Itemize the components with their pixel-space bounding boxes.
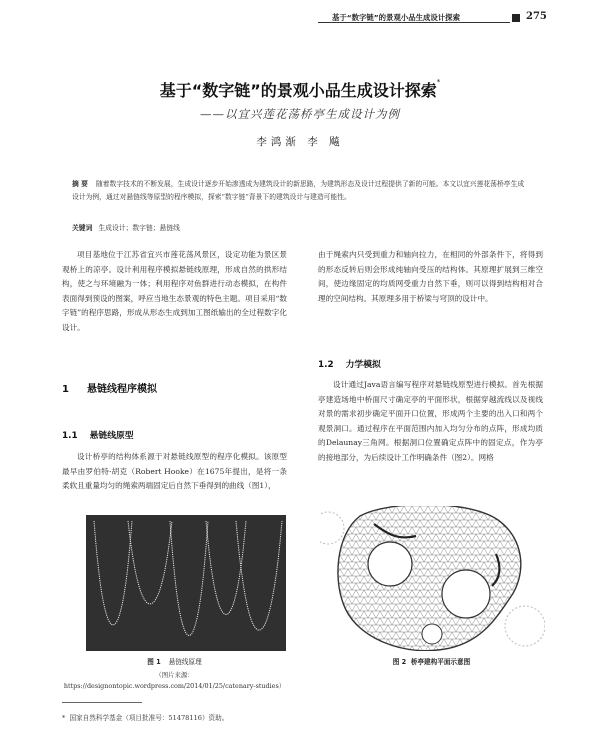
section-1-2-title: 力学模拟 xyxy=(345,360,381,370)
plan-side-circle-right xyxy=(505,606,545,646)
keywords-text: 生成设计；数字链；悬链线 xyxy=(98,224,180,232)
section-1-1-title: 悬链线原型 xyxy=(89,431,134,441)
section-1-1-paragraph: 设计桥亭的结构体系源于对悬链线原型的程序化模拟。该原型最早由罗伯特·胡克（Robert Hooke）在1675年提出，是将一条柔软且重量均匀的绳索两端固定后自然下垂得到的曲线（图1）， xyxy=(62,452,287,491)
section-1-1-heading xyxy=(62,428,134,441)
plan-opening-left xyxy=(368,542,412,586)
right-column-top xyxy=(318,248,543,306)
figure-1-catenary-image xyxy=(86,515,286,651)
figure-1-caption-text: 悬链线原理 xyxy=(168,658,202,666)
title-footnote-mark: * xyxy=(436,78,441,86)
abstract-text: 随着数字技术的不断发展，生成设计逐步开始渗透成为建筑设计的新思路，为建筑形态及设计过程提供了新的可能。本文以宜兴莲花荡桥亭生成设计为例，通过对悬链线等原型的程序模拟，探索“数字链”背景下的建筑设计与建造可能性。 xyxy=(72,180,525,201)
keywords-label: 关键词 xyxy=(72,224,93,232)
section-1-1-body xyxy=(62,450,287,494)
plan-opening-right xyxy=(442,570,490,618)
footnote-mark: * xyxy=(62,714,66,722)
section-1-2-body xyxy=(318,378,543,466)
section-1-2-number: 1.2 xyxy=(318,360,334,370)
page-number: 275 xyxy=(526,11,547,22)
intro-paragraph: 项目基地位于江苏省宜兴市莲花荡风景区，设定功能为景区景观桥上的凉亭。设计利用程序模拟悬链线原理，形成自然的拱形结构，使之与环境融为一体；利用程序对鱼群进行动态模拟，在构件表面得到预设的图案，呼应当地生态景观的特色主题。项目采用“数字链”的程序思路，形成从形态生成到加工图纸输出的全过程数字化设计。 xyxy=(62,250,287,332)
section-1-title: 悬链线程序模拟 xyxy=(86,384,157,395)
abstract xyxy=(72,178,527,203)
article-title-text: 基于“数字链”的景观小品生成设计探索 xyxy=(159,81,437,100)
plan-opening-bottom xyxy=(422,624,442,644)
running-head: 基于“数字链”的景观小品生成设计探索 xyxy=(332,13,460,22)
header-square-mark xyxy=(512,14,520,22)
keywords xyxy=(72,222,527,232)
figure-2-plan-drawing xyxy=(320,506,545,651)
right-paragraph-1: 由于绳索内只受到重力和轴向拉力，在相同的外部条件下，将得到的形态反转后则会形成纯轴向受压的结构体。其原理扩展到三维空间，使边缘固定的均质网受重力自然下垂，则可以得到结构相对合理的空间结构。其原理多用于桥梁与穹顶的设计中。 xyxy=(318,250,543,303)
section-1-2-heading xyxy=(318,357,381,370)
figure-2-label: 图 2 xyxy=(392,658,407,666)
footnote-rule xyxy=(62,702,142,703)
figure-1-background xyxy=(86,515,286,651)
article-authors: 李鸿渐 李 飚 xyxy=(256,136,344,148)
footnote-text: 国家自然科学基金（项目批准号：51478116）资助。 xyxy=(69,714,229,722)
figure-2-caption-text: 桥亭建构平面示意图 xyxy=(410,658,471,666)
figure-1-source: （图片来源：https://designontopic.wordpress.com/2014/01/25/catenary-studies） xyxy=(63,671,286,690)
article-title xyxy=(0,78,600,101)
footnote xyxy=(62,712,228,722)
article-subtitle: ——以宜兴莲花荡桥亭生成设计为例 xyxy=(200,107,400,121)
figure-1-label: 图 1 xyxy=(147,658,161,666)
section-1-1-number: 1.1 xyxy=(62,431,78,441)
abstract-label: 摘 要 xyxy=(72,180,88,188)
plan-side-circle-left xyxy=(320,512,344,544)
section-1-number: 1 xyxy=(62,384,69,395)
header-rule xyxy=(318,22,510,23)
left-column xyxy=(62,248,287,336)
section-1-2-paragraph: 设计通过Java语言编写程序对悬链线原型进行模拟。首先根据亭建造场地中桥面尺寸确定亭的平面形状，根据穿越流线以及视线对景的需求初步确定平面开口位置，形成两个主要的出入口和两个观景洞口。通过程序在平面范围内加入均匀分布的点阵，形成均质的Delaunay三角网。根据洞口位置确定点阵中的固定点，作为亭的接地部分，为后续设计工作明确条件（图2）。网格 xyxy=(318,380,543,462)
section-1-heading xyxy=(62,380,157,395)
figure-2-caption xyxy=(318,656,545,666)
figure-1-caption xyxy=(62,656,287,666)
